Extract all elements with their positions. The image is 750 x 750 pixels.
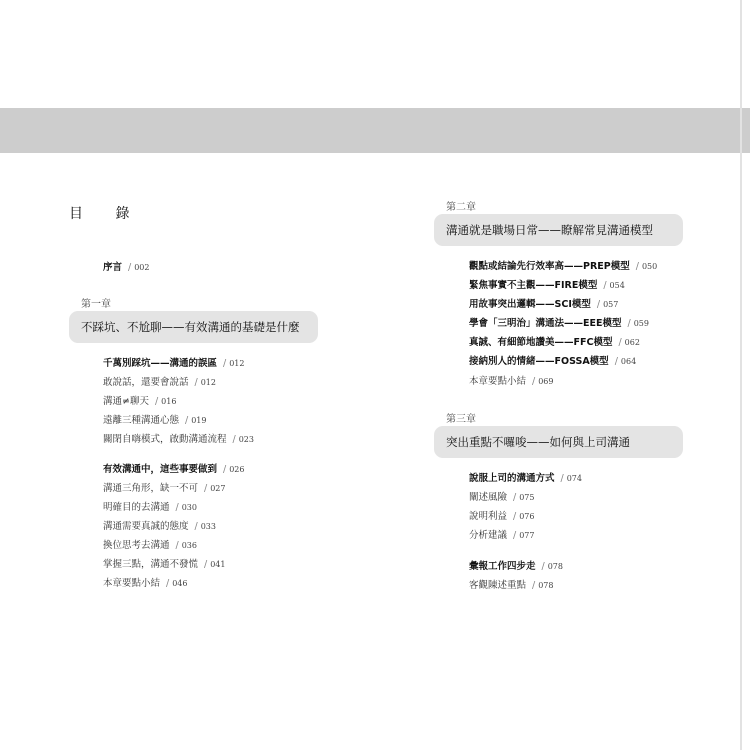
header-band xyxy=(0,108,750,153)
toc-entry[interactable]: 換位思考去溝通 / 036 xyxy=(103,540,197,551)
chapter-3-number: 第三章 xyxy=(446,414,476,425)
toc-entry[interactable]: 說明利益 / 076 xyxy=(469,511,535,522)
chapter-2-title: 溝通就是職場日常——瞭解常見溝通模型 xyxy=(434,214,683,246)
chapter-3-heading[interactable] xyxy=(434,414,683,458)
toc-entry[interactable]: 有效溝通中，這些事要做到 / 026 xyxy=(103,464,245,475)
toc-entry[interactable]: 明確目的去溝通 / 030 xyxy=(103,502,197,513)
chapter-1-heading[interactable] xyxy=(69,299,318,343)
toc-entry[interactable]: 觀點或結論先行效率高——PREP模型 / 050 xyxy=(469,261,658,272)
toc-entry[interactable]: 客觀陳述重點 / 078 xyxy=(469,580,554,591)
toc-entry[interactable]: 本章要點小結 / 046 xyxy=(103,578,188,589)
toc-entry[interactable]: 闡述風險 / 075 xyxy=(469,492,535,503)
toc-entry[interactable]: 遠離三種溝通心態 / 019 xyxy=(103,415,207,426)
toc-entry[interactable]: 學會「三明治」溝通法——EEE模型 / 059 xyxy=(469,318,649,329)
chapter-2-heading[interactable] xyxy=(434,202,683,246)
toc-entry[interactable]: 千萬別踩坑——溝通的誤區 / 012 xyxy=(103,358,245,369)
chapter-1-number: 第一章 xyxy=(81,299,111,310)
chapter-1-title: 不踩坑、不尬聊——有效溝通的基礎是什麼 xyxy=(69,311,318,343)
toc-entry[interactable]: 彙報工作四步走 / 078 xyxy=(469,561,563,572)
toc-entry[interactable]: 掌握三點，溝通不發慌 / 041 xyxy=(103,559,226,570)
chapter-2-number: 第二章 xyxy=(446,202,476,213)
page-edge xyxy=(740,0,742,750)
toc-entry[interactable]: 緊焦事實不主觀——FIRE模型 / 054 xyxy=(469,280,625,291)
toc-entry[interactable]: 敢說話，還要會說話 / 012 xyxy=(103,377,216,388)
toc-entry[interactable]: 溝通≠聊天 / 016 xyxy=(103,396,177,407)
toc-entry[interactable]: 接納別人的情緒——FOSSA模型 / 064 xyxy=(469,356,637,367)
toc-title: 目 錄 xyxy=(69,206,144,222)
toc-entry-preface[interactable]: 序言 / 002 xyxy=(103,262,150,273)
toc-entry[interactable]: 關閉自嗨模式，啟動溝通流程 / 023 xyxy=(103,434,254,445)
toc-entry[interactable]: 真誠、有細節地讚美——FFC模型 / 062 xyxy=(469,337,640,348)
toc-entry[interactable]: 說服上司的溝通方式 / 074 xyxy=(469,473,582,484)
toc-entry[interactable]: 溝通三角形，缺一不可 / 027 xyxy=(103,483,226,494)
chapter-3-title: 突出重點不囉唆——如何與上司溝通 xyxy=(434,426,683,458)
toc-entry[interactable]: 分析建議 / 077 xyxy=(469,530,535,541)
toc-entry[interactable]: 溝通需要真誠的態度 / 033 xyxy=(103,521,216,532)
toc-entry[interactable]: 用故事突出邏輯——SCI模型 / 057 xyxy=(469,299,619,310)
toc-entry[interactable]: 本章要點小結 / 069 xyxy=(469,376,554,387)
